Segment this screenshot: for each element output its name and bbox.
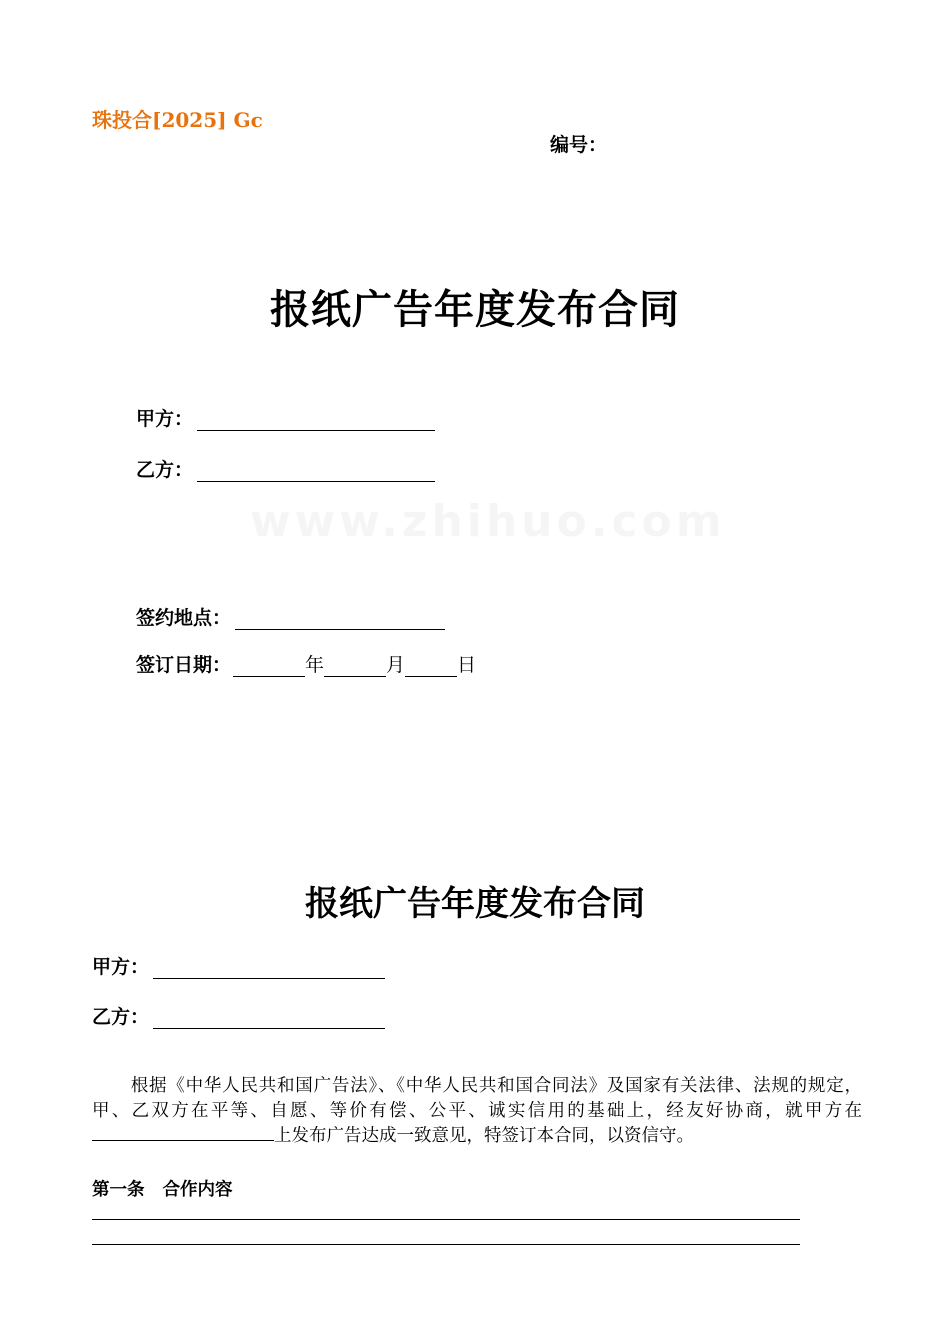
cover-title: 报纸广告年度发布合同	[270, 287, 680, 333]
serial-number-label: 编号：	[550, 134, 608, 156]
article-1-content-line[interactable]	[92, 1244, 800, 1245]
cover-party-a-blank[interactable]	[197, 410, 435, 431]
contract-party-a-blank[interactable]	[153, 958, 385, 979]
contract-party-a-field	[92, 952, 385, 979]
date-day-unit: 日	[457, 654, 477, 676]
article-1-content-line[interactable]	[92, 1219, 800, 1220]
contract-title: 报纸广告年度发布合同	[305, 884, 645, 924]
cover-party-a-label: 甲方：	[136, 408, 194, 430]
preamble-paragraph	[92, 1074, 862, 1149]
date-year-unit: 年	[305, 654, 325, 676]
watermark	[250, 496, 726, 547]
article-1-heading	[92, 1176, 233, 1201]
contract-party-b-field	[92, 1002, 385, 1029]
signing-date-field	[136, 650, 476, 677]
publication-name-blank[interactable]	[92, 1124, 274, 1141]
signing-date-label: 签订日期：	[136, 654, 232, 676]
signing-place-blank[interactable]	[235, 609, 445, 630]
date-month-blank[interactable]	[324, 656, 386, 677]
signing-place-field	[136, 603, 445, 630]
contract-party-b-label: 乙方：	[92, 1006, 150, 1028]
signing-place-label: 签约地点：	[136, 607, 232, 629]
cover-party-b-blank[interactable]	[197, 461, 435, 482]
date-year-blank[interactable]	[233, 656, 305, 677]
contract-party-a-label: 甲方：	[92, 956, 150, 978]
cover-party-b-field	[136, 455, 435, 482]
cover-party-b-label: 乙方：	[136, 459, 194, 481]
article-1-title: 合作内容	[162, 1180, 233, 1200]
preamble-text-part1: 根据《中华人民共和国广告法》、《中华人民共和国合同法》及国家有关法律、法规的规定，甲、乙双方在平等、自愿、等价有偿、公平、诚实信用的基础上，经友好协商，就甲方在	[92, 1076, 862, 1121]
contract-party-b-blank[interactable]	[153, 1008, 385, 1029]
cover-party-a-field	[136, 404, 435, 431]
date-month-unit: 月	[386, 654, 406, 676]
article-1-number: 第一条	[92, 1180, 145, 1200]
preamble-text-part2: 上发布广告达成一致意见，特签订本合同，以资信守。	[274, 1126, 694, 1146]
date-day-blank[interactable]	[405, 656, 457, 677]
document-code: 珠投合[2025] Gc	[92, 108, 263, 132]
